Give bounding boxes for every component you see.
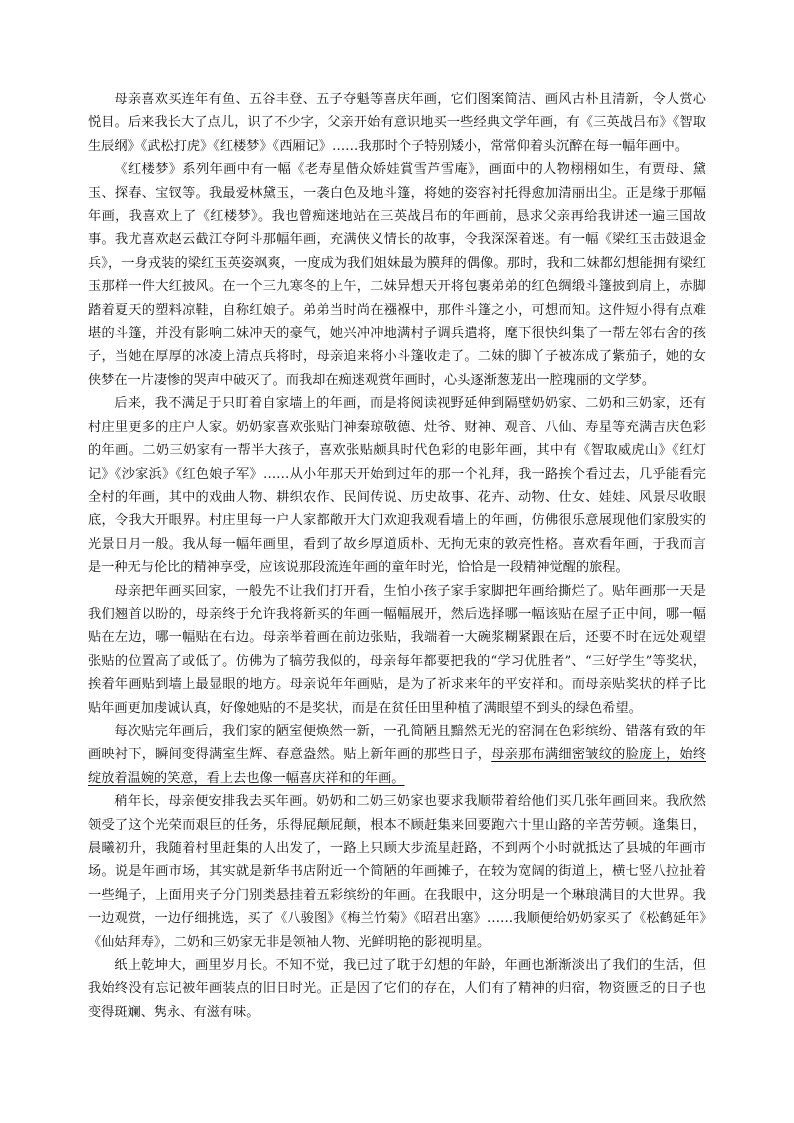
underlined-sentence: 母亲那布满细密皱纹的脸庞上，始终绽放着温婉的笑意，看上去也像一幅喜庆祥和的年画。	[88, 747, 707, 786]
document-body	[88, 88, 706, 1024]
paragraph-3: 后来，我不满足于只盯着自家墙上的年画，而是将阅读视野延伸到隔壁奶奶家、二奶和三奶家，还有村庄里更多的庄户人家。奶奶家喜欢张贴门神秦琼敬德、灶爷、财神、观音、八仙、寿星等充满吉庆色彩的年画。二奶三奶家有一帮半大孩子，喜欢张贴颇具时代色彩的电影年画，其中有《智取威虎山》《红灯记》《沙家浜》《红色娘子军》……从小年那天开始到过年的那一个礼拜，我一路挨个看过去，几乎能看完全村的年画，其中的戏曲人物、耕织农作、民间传说、历史故事、花卉、动物、仕女、娃娃、风景尽收眼底，令我大开眼界。村庄里每一户人家都敞开大门欢迎我观看墙上的年画，仿佛很乐意展现他们家殷实的光景日月一般。我从每一幅年画里，看到了故乡厚道质朴、无拘无束的敦亮性格。喜欢看年画，于我而言是一种无与伦比的精神享受，应该说那段流连年画的童年时光，恰恰是一段精神觉醒的旅程。	[88, 396, 706, 576]
paragraph-6: 稍年长，母亲便安排我去买年画。奶奶和二奶三奶家也要求我顺带着给他们买几张年画回来。我欣然领受了这个光荣而艰巨的任务，乐得屁颠屁颠，根本不顾赶集来回要跑六十里山路的辛苦劳顿。逢集日，晨曦初升，我随着村里赶集的人出发了，一路上只顾大步流星赶路，不到两个小时就抵达了县城的年画市场。说是年画市场，其实就是新华书店附近一个简陋的年画摊子，在较为宽阔的街道上，横七竖八拉扯着一些绳子，上面用夹子分门别类悬挂着五彩缤纷的年画。在我眼中，这分明是一个琳琅满目的大世界。我一边观赏，一边仔细挑选，买了《八骏图》《梅兰竹菊》《昭君出塞》……我顺便给奶奶家买了《松鹤延年》《仙姑拜寿》，二奶和三奶家无非是领袖人物、光鲜明艳的影视明星。	[88, 794, 706, 950]
paragraph-5-text: 每次贴完年画后，我们家的陋室便焕然一新，一孔简陋且黯然无光的窑洞在色彩缤纷、错落有致的年画映衬下，瞬间变得满室生辉、春意盎然。贴上新年画的那些日子，	[88, 723, 706, 763]
paragraph-1: 母亲喜欢买连年有鱼、五谷丰登、五子夺魁等喜庆年画，它们图案简洁、画风古朴且清新，令人赏心悦目。后来我长大了点儿，识了不少字，父亲开始有意识地买一些经典文学年画，有《三英战吕布》《智取生辰纲》《武松打虎》《红楼梦》《西厢记》……我那时个子特别矮小，常常仰着头沉醉在每一幅年画中。	[88, 92, 706, 154]
paragraph-5	[88, 720, 706, 790]
paragraph-4: 母亲把年画买回家，一般先不让我们打开看，生怕小孩子家手家脚把年画给撕烂了。贴年画那一天是我们翘首以盼的，母亲终于允许我将新买的年画一幅幅展开，然后选择哪一幅该贴在屋子正中间，哪一幅贴在左边，哪一幅贴在右边。母亲举着画在前边张贴，我端着一大碗浆糊紧跟在后，还要不时在远处观望张贴的位置高了或低了。仿佛为了犒劳我似的，母亲每年都要把我的“学习优胜者”、“三好学生”等奖状，挨着年画贴到墙上最显眼的地方。母亲说年年画贴，是为了祈求来年的平安祥和。而母亲贴奖状的样子比贴年画更加虔诚认真，好像她贴的不是奖状，而是在贫任田里种植了满眼望不到头的绿色希望。	[88, 583, 706, 716]
paragraph-7: 纸上乾坤大，画里岁月长。不知不觉，我已过了耽于幻想的年龄，年画也渐渐淡出了我们的生活，但我始终没有忘记被年画装点的旧日时光。正是因了它们的存在，人们有了精神的归宿，物资匮乏的日子也变得斑斓、隽永、有滋有味。	[88, 958, 706, 1020]
paragraph-2: 《红楼梦》系列年画中有一幅《老寿星偕众娇娃賞雪芦雪庵》，画面中的人物栩栩如生，有贾母、黛玉、探春、宝钗等。我最爱林黛玉，一袭白色及地斗篷，将她的姿容衬托得愈加清丽出尘。正是缘于那幅年画，我喜欢上了《红楼梦》。我也曾痴迷地站在三英战吕布的年画前，恳求父亲再给我讲述一遍三国故事。我尤喜欢赵云截江夺阿斗那幅年画，充满侠义情长的故事，令我深深着迷。有一幅《梁红玉击鼓退金兵》，一身戎装的梁红玉英姿飒爽，一度成为我们姐妹最为膜拜的偶像。那时，我和二妹都幻想能拥有梁红玉那样一件大红披风。在一个三九寒冬的上午，二妹异想天开将包裹弟弟的红色绸缎斗篷披到肩上，赤脚踏着夏天的塑料凉鞋，自称红娘子。弟弟当时尚在襁褓中，那件斗篷之小，可想而知。这件短小得有点难堪的斗篷，并没有影响二妹冲天的豪气，她兴冲冲地满村子调兵遣将，麾下很快纠集了一帮左邻右舍的孩子，当她在厚厚的冰凌上清点兵将时，母亲追来将小斗篷收走了。二妹的脚丫子被冻成了紫茄子，她的女侠梦在一片凄惨的哭声中破灭了。而我却在痴迷观赏年画时，心头逐渐葱茏出一腔瑰丽的文学梦。	[88, 162, 706, 388]
